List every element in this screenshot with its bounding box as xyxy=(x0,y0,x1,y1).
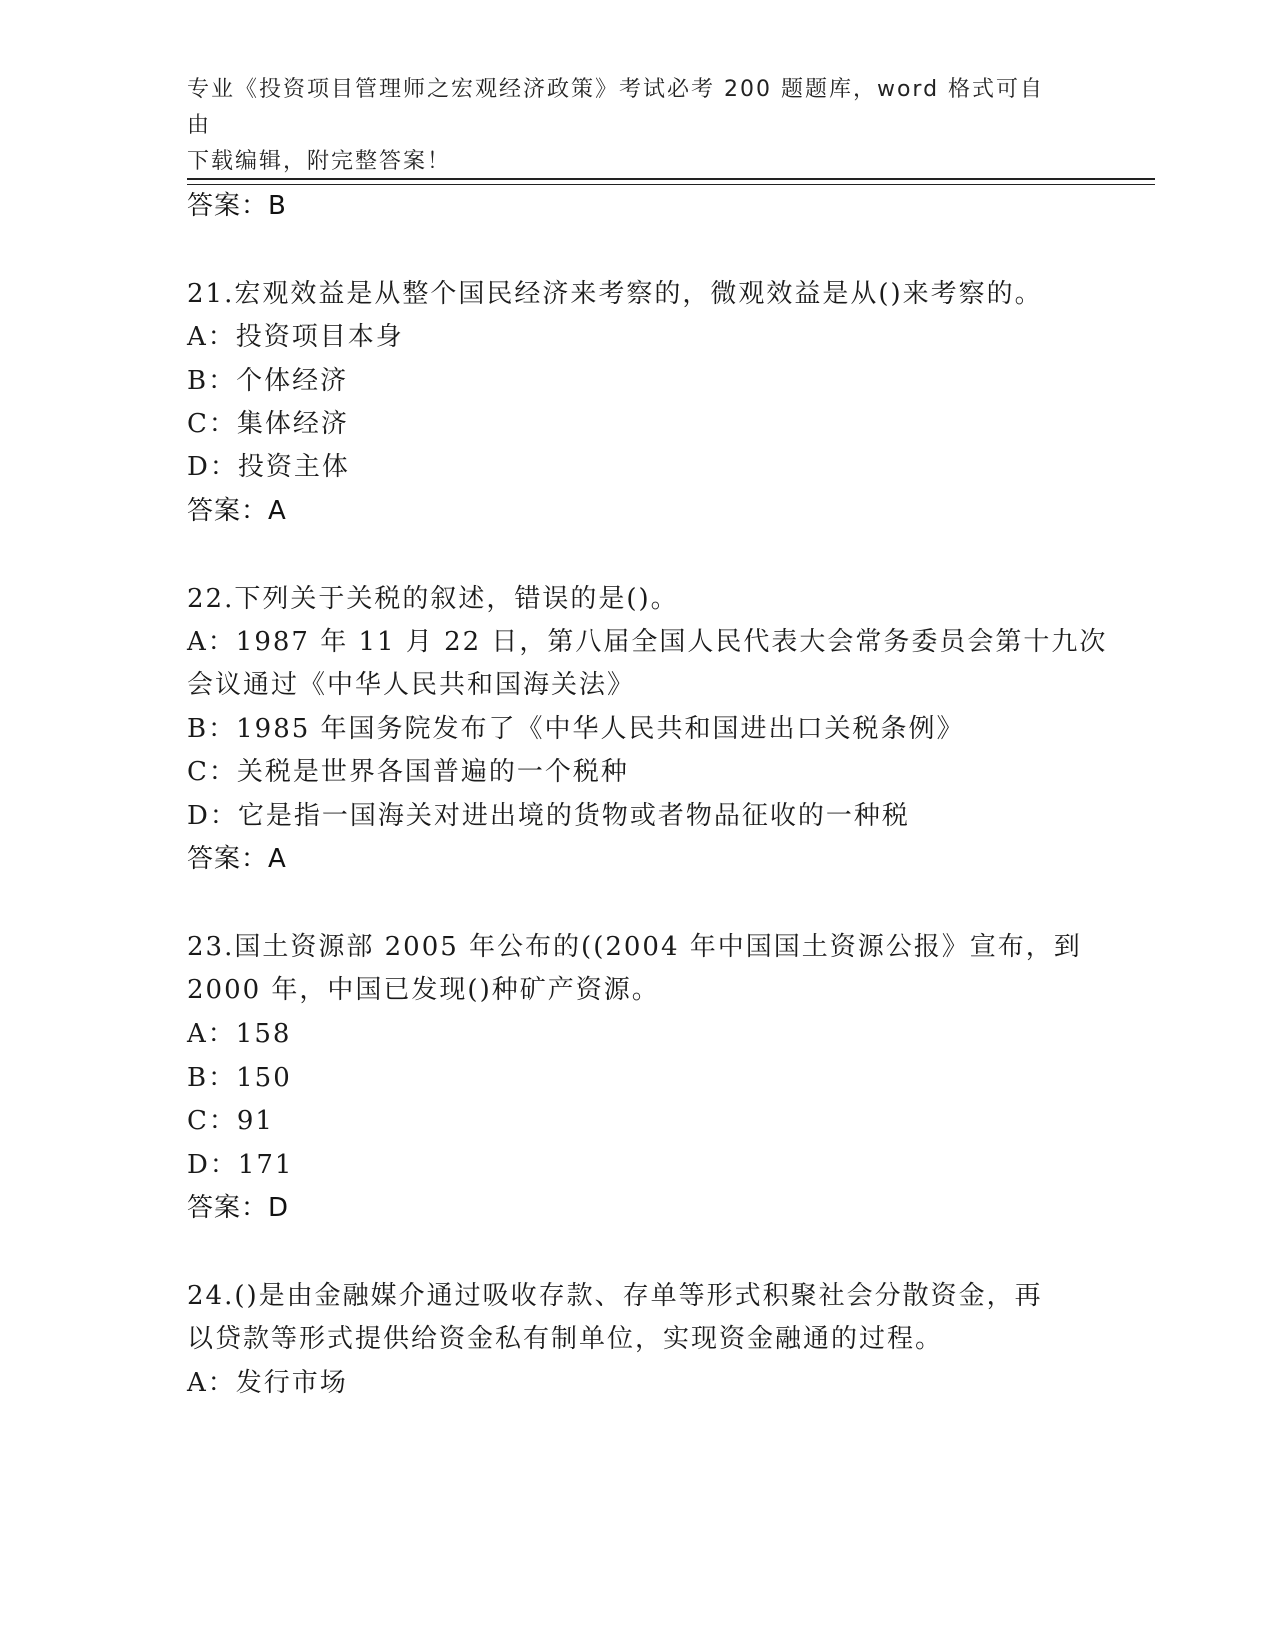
option-a: A：发行市场 xyxy=(187,1368,348,1398)
option-b: B：1985 年国务院发布了《中华人民共和国进出口关税条例》 xyxy=(187,714,965,744)
answer-line: 答案：B xyxy=(187,191,287,221)
option-a: A：1987 年 11 月 22 日，第八届全国人民代表大会常务委员会第十九次 xyxy=(187,627,1108,657)
option-c: C：关税是世界各国普遍的一个税种 xyxy=(187,757,629,787)
question-stem-continued: 2000 年，中国已发现()种矿产资源。 xyxy=(187,975,660,1005)
answer-line: 答案：A xyxy=(187,496,287,526)
option-b: B：个体经济 xyxy=(187,366,349,396)
question-stem: 23.国土资源部 2005 年公布的((2004 年中国国土资源公报》宣布，到 xyxy=(187,932,1082,962)
document-header xyxy=(187,72,1067,180)
answer-line: 答案：A xyxy=(187,844,287,874)
option-a: A：投资项目本身 xyxy=(187,322,404,352)
header-line-2: 下载编辑，附完整答案！ xyxy=(187,149,452,174)
header-line-1: 专业《投资项目管理师之宏观经济政策》考试必考 200 题题库，word 格式可自由 xyxy=(187,77,1045,138)
question-stem: 21.宏观效益是从整个国民经济来考察的，微观效益是从()来考察的。 xyxy=(187,279,1043,309)
option-d: D：171 xyxy=(187,1150,294,1180)
header-rule xyxy=(187,178,1155,180)
option-d: D：投资主体 xyxy=(187,452,350,482)
option-d: D：它是指一国海关对进出境的货物或者物品征收的一种税 xyxy=(187,801,910,831)
option-a-continued: 会议通过《中华人民共和国海关法》 xyxy=(187,670,636,700)
question-stem-continued: 以贷款等形式提供给资金私有制单位，实现资金融通的过程。 xyxy=(187,1324,944,1354)
answer-line: 答案：D xyxy=(187,1193,290,1223)
question-stem: 22.下列关于关税的叙述，错误的是()。 xyxy=(187,584,679,614)
option-c: C：91 xyxy=(187,1106,274,1136)
option-b: B：150 xyxy=(187,1063,292,1093)
question-stem: 24.()是由金融媒介通过吸收存款、存单等形式积聚社会分散资金，再 xyxy=(187,1281,1043,1311)
option-c: C：集体经济 xyxy=(187,409,349,439)
header-rule-thin xyxy=(187,184,1155,185)
option-a: A：158 xyxy=(187,1019,292,1049)
